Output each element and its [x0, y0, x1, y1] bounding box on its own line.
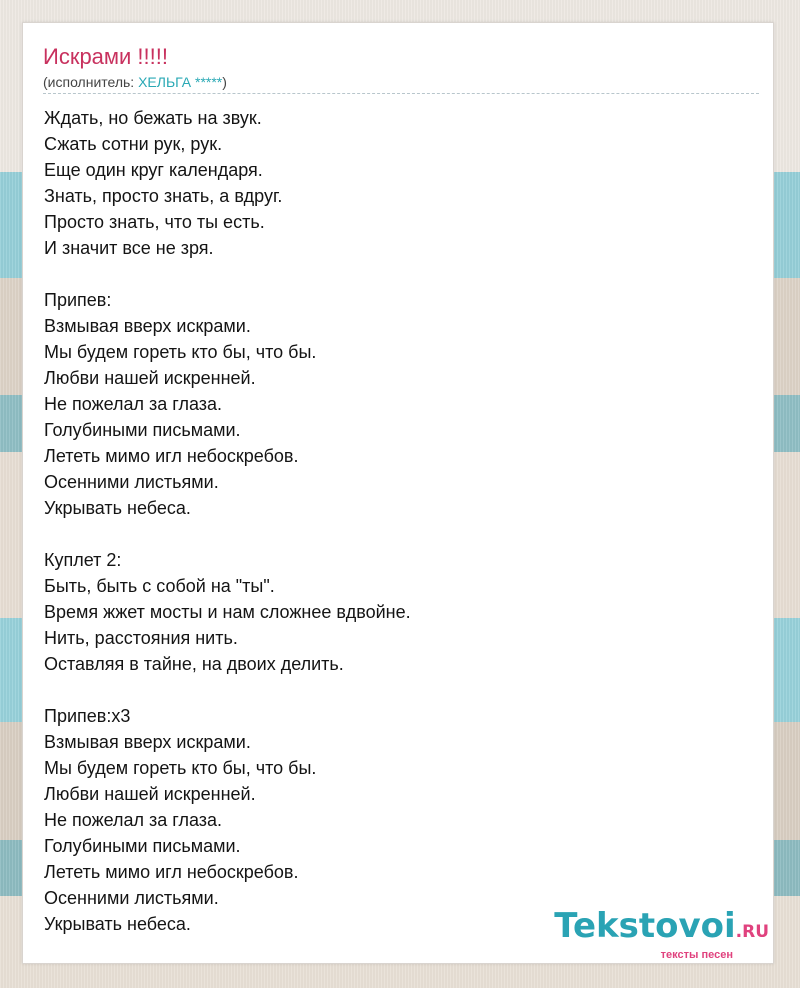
lyric-line: Время жжет мосты и нам сложнее вдвойне. — [44, 602, 411, 622]
lyric-line: Припев: — [44, 290, 112, 310]
lyric-line: Голубиными письмами. — [44, 420, 241, 440]
lyric-line: Быть, быть с собой на "ты". — [44, 576, 275, 596]
lyric-line: Осенними листьями. — [44, 472, 219, 492]
artist-link[interactable]: ХЕЛЬГА ***** — [138, 74, 223, 90]
lyric-line: Не пожелал за глаза. — [44, 394, 223, 414]
lyric-line: Нить, расстояния нить. — [44, 628, 238, 648]
lyric-line: Мы будем гореть кто бы, что бы. — [44, 758, 317, 778]
site-logo — [554, 906, 769, 949]
lyric-line: Лететь мимо игл небоскребов. — [44, 862, 299, 882]
artist-prefix: (исполнитель: — [43, 74, 139, 90]
lyric-line: Любви нашей искренней. — [44, 368, 256, 388]
lyric-line: Укрывать небеса. — [44, 914, 191, 934]
lyric-line: И значит все не зря. — [44, 238, 214, 258]
lyrics-card — [22, 22, 774, 964]
lyric-line: Голубиными письмами. — [44, 836, 241, 856]
song-title: Искрами !!!!! — [43, 44, 168, 69]
title-divider — [43, 93, 759, 94]
lyric-line: Куплет 2: — [44, 550, 122, 570]
site-tagline: тексты песен — [660, 949, 733, 961]
artist-suffix: ) — [222, 74, 227, 90]
lyric-blank-line — [44, 521, 411, 547]
lyric-line: Лететь мимо игл небоскребов. — [44, 446, 299, 466]
lyric-line: Не пожелал за глаза. — [44, 810, 223, 830]
lyrics-text — [44, 105, 411, 937]
lyric-line: Сжать сотни рук, рук. — [44, 134, 223, 154]
site-watermark — [554, 906, 769, 961]
lyric-line: Укрывать небеса. — [44, 498, 191, 518]
lyric-line: Ждать, но бежать на звук. — [44, 108, 262, 128]
lyric-line: Просто знать, что ты есть. — [44, 212, 265, 232]
lyric-line: Знать, просто знать, а вдруг. — [44, 186, 283, 206]
lyric-line: Оставляя в тайне, на двоих делить. — [44, 654, 344, 674]
lyric-blank-line — [44, 677, 411, 703]
site-logo-tld: .RU — [735, 922, 769, 942]
artist-line — [43, 73, 227, 91]
site-logo-brand: Tekstovoi — [554, 906, 736, 946]
lyric-line: Осенними листьями. — [44, 888, 219, 908]
lyric-line: Мы будем гореть кто бы, что бы. — [44, 342, 317, 362]
lyric-line: Припев:x3 — [44, 706, 131, 726]
lyric-blank-line — [44, 261, 411, 287]
lyric-line: Взмывая вверх искрами. — [44, 316, 251, 336]
lyric-line: Еще один круг календаря. — [44, 160, 263, 180]
lyric-line: Взмывая вверх искрами. — [44, 732, 251, 752]
lyric-line: Любви нашей искренней. — [44, 784, 256, 804]
